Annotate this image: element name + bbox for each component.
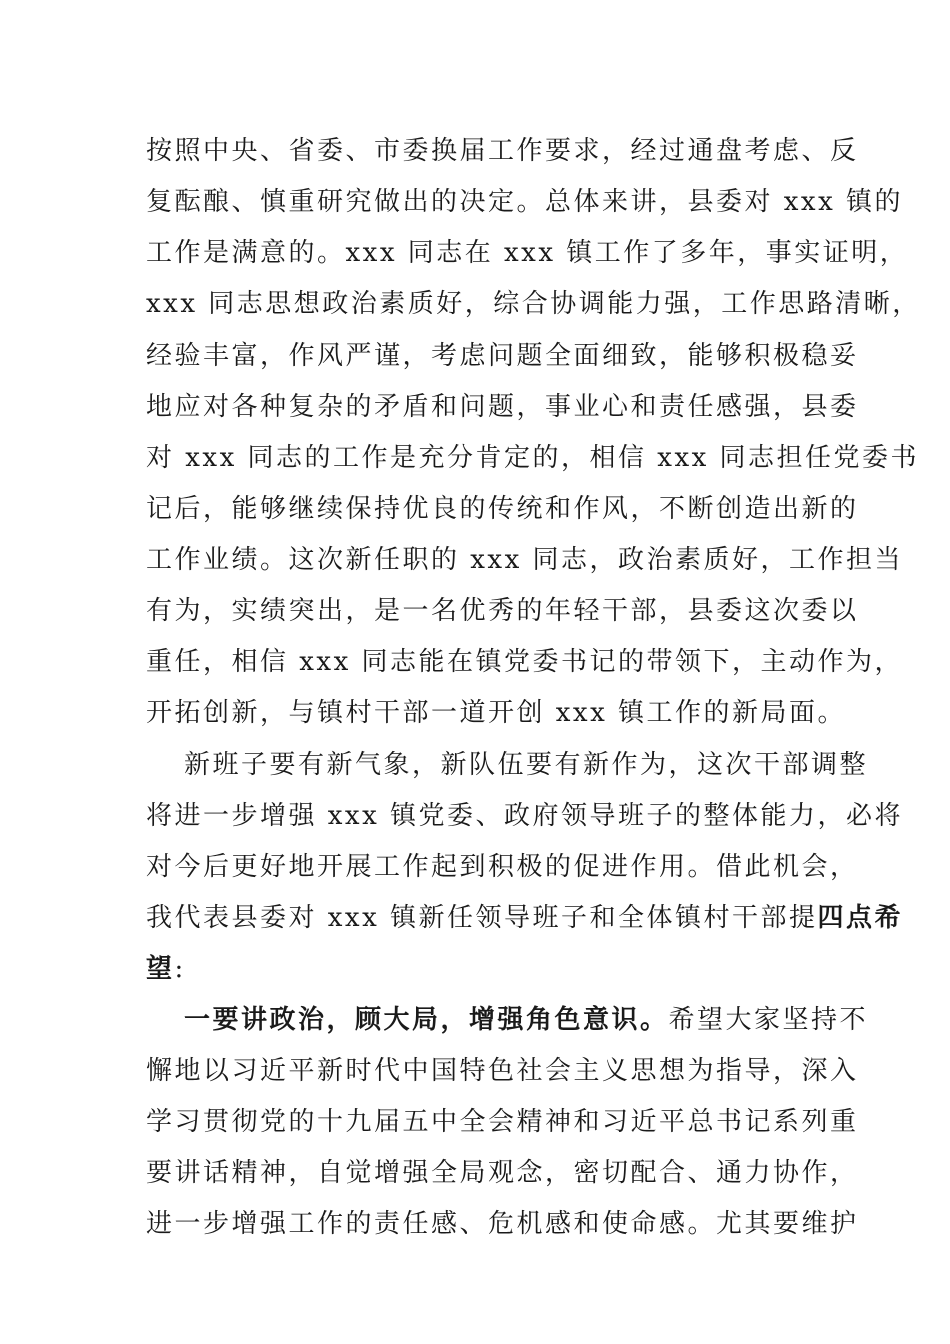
text-line: 开拓创新，与镇村干部一道开创 xxx 镇工作的新局面。: [146, 698, 847, 728]
text-line: 懈地以习近平新时代中国特色社会主义思想为指导，深入: [146, 1056, 859, 1086]
text-line: 要讲话精神，自觉增强全局观念，密切配合、通力协作，: [146, 1158, 859, 1188]
text-line: xxx 同志思想政治素质好，综合协调能力强，工作思路清晰，: [146, 289, 921, 319]
text-line: 地应对各种复杂的矛盾和问题，事业心和责任感强，县委: [146, 392, 859, 422]
colon-span: :: [174, 954, 186, 984]
text-span: 我代表县委对 xxx 镇新任领导班子和全体镇村干部提: [146, 903, 818, 933]
text-line: 记后，能够继续保持优良的传统和作风，不断创造出新的: [146, 494, 859, 524]
paragraph-first-line: [184, 1000, 869, 1040]
text-line: 按照中央、省委、市委换届工作要求，经过通盘考虑、反: [146, 136, 859, 166]
text-line: 学习贯彻党的十九届五中全会精神和习近平总书记系列重: [146, 1107, 859, 1137]
bold-text-span: 四点希: [817, 903, 904, 933]
text-line: 对今后更好地开展工作起到积极的促进作用。借此机会，: [146, 852, 859, 882]
text-line: 经验丰富，作风严谨，考虑问题全面细致，能够积极稳妥: [146, 341, 859, 371]
bold-text-span: 望: [146, 954, 175, 984]
text-line: [146, 949, 826, 989]
text-line: [146, 898, 904, 938]
text-line: 工作是满意的。xxx 同志在 xxx 镇工作了多年，事实证明，: [146, 238, 909, 268]
paragraph-first-line: 新班子要有新气象，新队伍要有新作为，这次干部调整: [184, 750, 869, 780]
text-span: 希望大家坚持不: [668, 1005, 869, 1035]
text-line: 重任，相信 xxx 同志能在镇党委书记的带领下，主动作为，: [146, 647, 904, 677]
text-line: 对 xxx 同志的工作是充分肯定的，相信 xxx 同志担任党委书: [146, 443, 920, 473]
text-line: 有为，实绩突出，是一名优秀的年轻干部，县委这次委以: [146, 596, 859, 626]
section-heading-span: 一要讲政治，顾大局，增强角色意识。: [184, 1005, 669, 1035]
text-line: 将进一步增强 xxx 镇党委、政府领导班子的整体能力，必将: [146, 801, 904, 831]
text-line: 工作业绩。这次新任职的 xxx 同志，政治素质好，工作担当: [146, 545, 904, 575]
text-line: 进一步增强工作的责任感、危机感和使命感。尤其要维护: [146, 1209, 859, 1239]
text-line: 复酝酿、慎重研究做出的决定。总体来讲，县委对 xxx 镇的: [146, 187, 904, 217]
